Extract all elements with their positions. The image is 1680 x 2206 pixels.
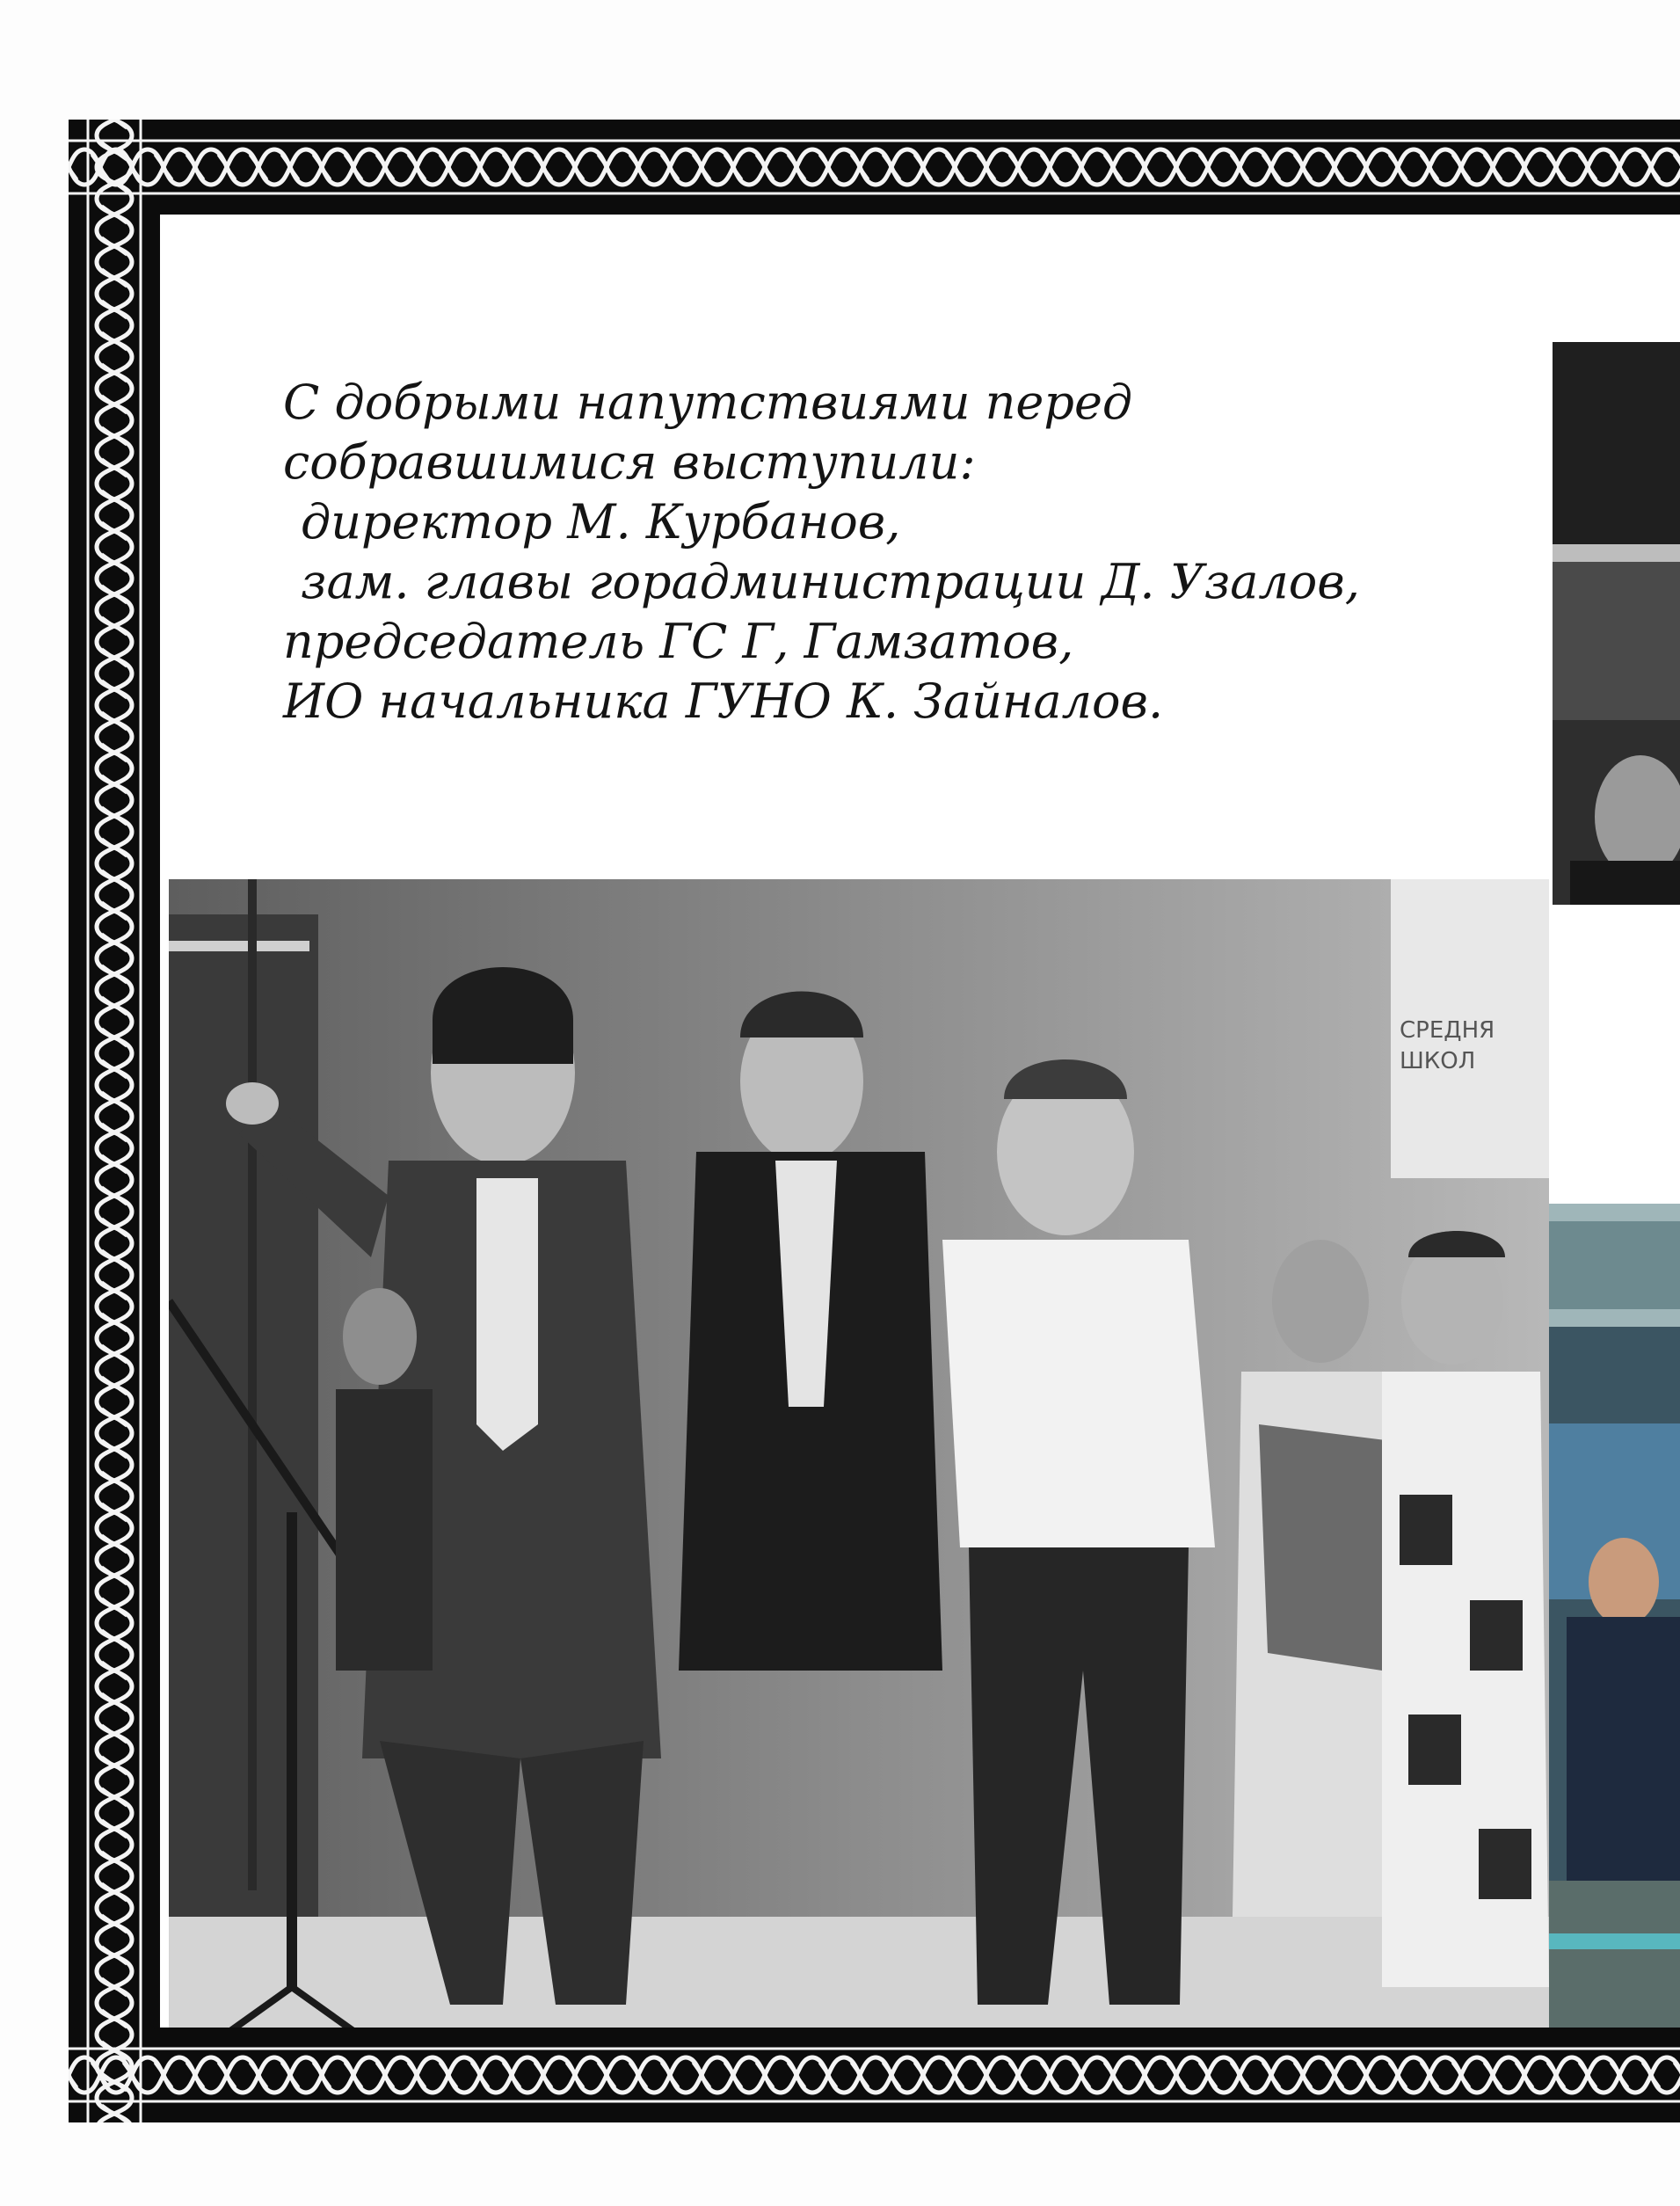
caption-line-4: зам. главы горадминистрации Д. Узалов, bbox=[301, 554, 1360, 609]
main-photo bbox=[169, 879, 1549, 2028]
celtic-knot-border-bottom bbox=[69, 2028, 1680, 2122]
partial-color-photo bbox=[1531, 1204, 1680, 2028]
caption-line-2: собравшимися выступили: bbox=[283, 434, 976, 490]
partial-photo-top-right bbox=[1553, 342, 1680, 905]
caption-line-5: председатель ГС Г, Гамзатов, bbox=[283, 614, 1074, 669]
page-panel bbox=[160, 215, 1680, 2028]
decorative-frame bbox=[69, 120, 1680, 2122]
caption-line-3: директор М. Курбанов, bbox=[301, 494, 901, 550]
celtic-knot-border-left bbox=[69, 120, 160, 2122]
caption-text bbox=[283, 373, 1531, 732]
celtic-knot-border-top bbox=[69, 120, 1680, 215]
sign-text-line-1: СРЕДНЯ bbox=[1400, 1017, 1495, 1044]
sign-text-line-2: ШКОЛ bbox=[1400, 1048, 1476, 1074]
caption-line-1: С добрыми напутствиями перед bbox=[283, 375, 1133, 430]
caption-line-6: ИО начальника ГУНО К. Зайналов. bbox=[283, 673, 1164, 729]
